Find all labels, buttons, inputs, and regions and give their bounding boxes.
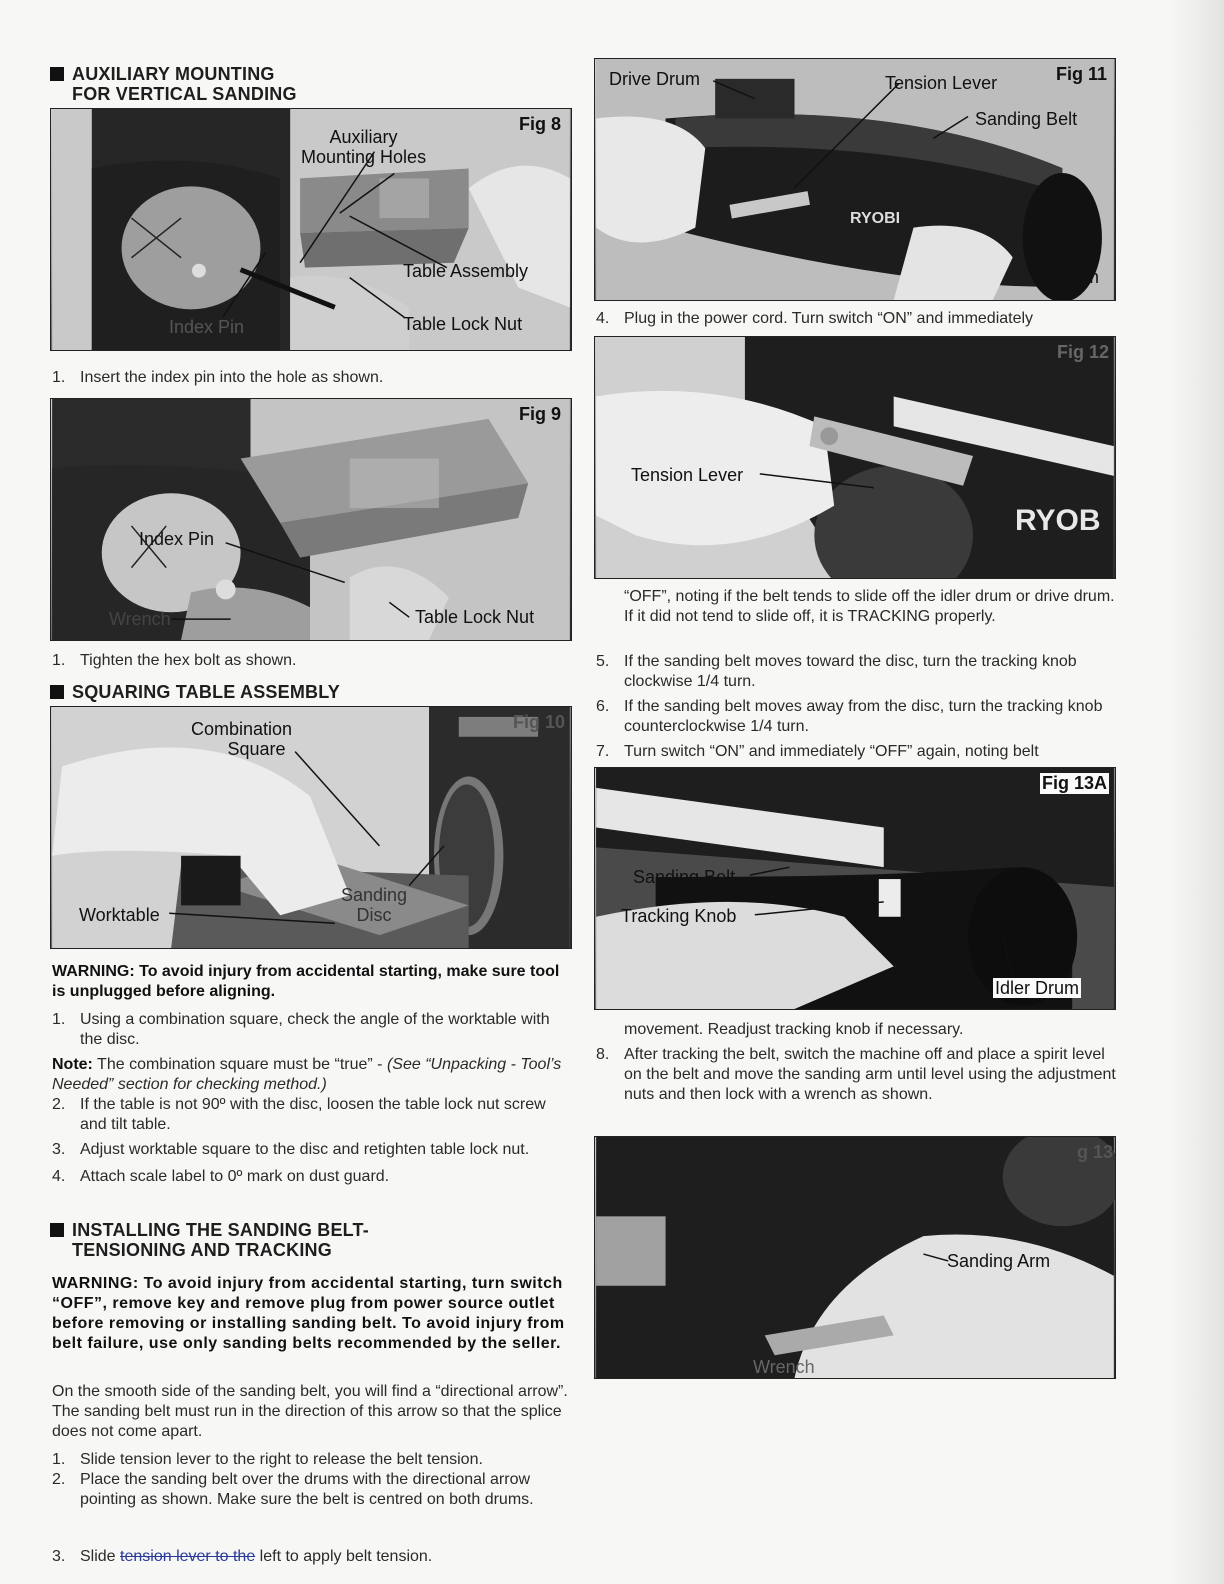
label-index-pin: Index Pin <box>139 529 215 549</box>
figure-12 <box>594 336 1116 579</box>
warning-unplug-before-aligning: WARNING: To avoid injury from accidental starting, make sure tool is unplugged before aligning. <box>52 963 560 1000</box>
label-sanding-arm: Sanding Arm <box>947 1251 1051 1271</box>
step-insert-index-pin: 1. Insert the index pin into the hole as shown. <box>52 369 384 386</box>
figure-11 <box>594 58 1116 301</box>
figure-9 <box>50 398 572 641</box>
step-plug-in-power: 4. Plug in the power cord. Turn switch “ON” and immediately <box>596 310 1034 327</box>
label-tracking-knob: Tracking Knob <box>621 906 737 926</box>
label-sanding-belt: Sanding Belt <box>975 109 1078 129</box>
label-sanding-belt: Sanding Belt <box>633 867 736 887</box>
figure-number: Fig 9 <box>518 404 561 424</box>
section-bullet <box>50 67 64 81</box>
label-table-lock-nut: Table Lock Nut <box>403 314 523 334</box>
label-tension-lever: Tension Lever <box>631 465 744 485</box>
section-title-squaring-table: SQUARING TABLE ASSEMBLY <box>50 682 570 702</box>
figure-13a-photo <box>595 768 1115 1009</box>
note-combination-square: Note: The combination square must be “true” - (See “Unpacking - Tool’s Needed” section for checking method.) <box>52 1056 562 1093</box>
brand-logo: RYOB <box>1015 504 1101 537</box>
brand-logo: RYOBI <box>850 210 901 227</box>
section-title-installing-belt: INSTALLING THE SANDING BELT- TENSIONING AND TRACKING <box>50 1220 570 1260</box>
label-sanding-disc: Sanding Disc <box>341 885 408 925</box>
step-tighten-hex-bolt: 1. Tighten the hex bolt as shown. <box>52 652 297 669</box>
figure-number: Fig 10 <box>512 712 565 732</box>
step-adjust-worktable: 3. Adjust worktable square to the disc and retighten table lock nut. <box>52 1141 530 1158</box>
step-turn-knob-counterclockwise: 6. If the sanding belt moves away from the disc, turn the tracking knob counterclockwise 1/4 turn. <box>596 698 1103 735</box>
figure-number: Fig 13A <box>1041 773 1107 793</box>
step-release-tension: 1. Slide tension lever to the right to release the belt tension. <box>52 1451 483 1468</box>
step-spirit-level: 8. After tracking the belt, switch the machine off and place a spirit level on the belt and move the sanding arm until level using the adjustment nuts and then lock with a wrench as shown. <box>596 1046 1116 1103</box>
label-wrench: Wrench <box>753 1357 815 1377</box>
figure-10 <box>50 706 572 949</box>
label-idler-drum: Idler Drum <box>995 978 1080 998</box>
label-drive-drum: Drive Drum <box>609 69 701 89</box>
label-idler-drum: Idler Drum <box>1055 247 1099 287</box>
figure-11-photo <box>595 59 1115 300</box>
step-check-angle: 1. Using a combination square, check the angle of the worktable with the disc. <box>52 1011 550 1048</box>
step-turn-knob-clockwise: 5. If the sanding belt moves toward the disc, turn the tracking knob clockwise 1/4 turn. <box>596 653 1077 690</box>
figure-12-photo <box>595 337 1115 578</box>
figure-9-photo <box>51 399 571 640</box>
label-worktable: Worktable <box>79 905 160 925</box>
step-place-belt: 2. Place the sanding belt over the drums with the directional arrow pointing as shown. Make sure the belt is centred on both drums. <box>52 1471 534 1508</box>
section-bullet <box>50 685 64 699</box>
label-index-pin: Index Pin <box>169 317 245 337</box>
figure-number: Fig 12 <box>1056 342 1109 362</box>
figure-13b <box>594 1136 1116 1379</box>
step-apply-tension: 3. Slide tension lever to the left to apply belt tension. <box>52 1548 433 1565</box>
step-4-continued: “OFF”, noting if the belt tends to slide off the idler drum or drive drum. If it did not tend to slide off, it is TRACKING properly. <box>624 588 1115 625</box>
warning-belt-installation: WARNING: To avoid injury from accidental starting, turn switch “OFF”, remove key and remove plug from power source outlet before removing or installing sanding belt. To avoid injury from belt failure, use only sanding belts recommended by the seller. <box>52 1275 565 1352</box>
figure-13a <box>594 767 1116 1010</box>
label-combination-square: Combination Square <box>191 719 293 759</box>
figure-number: Fig 8 <box>518 114 561 134</box>
section-title-auxiliary-mounting: AUXILIARY MOUNTING FOR VERTICAL SANDING <box>50 64 570 104</box>
figure-8 <box>50 108 572 351</box>
label-tension-lever: Tension Lever <box>885 73 998 93</box>
figure-number: Fig 11 <box>1055 64 1107 84</box>
label-auxiliary-mounting-holes: Auxiliary Mounting Holes <box>301 127 427 167</box>
label-table-assembly: Table Assembly <box>403 261 529 281</box>
section-bullet <box>50 1223 64 1237</box>
step-attach-scale-label: 4. Attach scale label to 0º mark on dust guard. <box>52 1168 390 1185</box>
page-edge-shadow <box>1168 0 1224 1584</box>
label-wrench: Wrench <box>109 609 171 629</box>
figure-number: g 13 <box>1076 1142 1113 1162</box>
label-table-lock-nut: Table Lock Nut <box>415 607 535 627</box>
step-7-continued: movement. Readjust tracking knob if necessary. <box>624 1021 964 1038</box>
paragraph-directional-arrow: On the smooth side of the sanding belt, you will find a “directional arrow”. The sanding belt must run in the direction of this arrow so that the splice does not come apart. <box>52 1383 568 1440</box>
step-retest-belt: 7. Turn switch “ON” and immediately “OFF” again, noting belt <box>596 743 1039 760</box>
step-loosen-lock-nut: 2. If the table is not 90º with the disc, loosen the table lock nut screw and tilt table. <box>52 1096 546 1133</box>
